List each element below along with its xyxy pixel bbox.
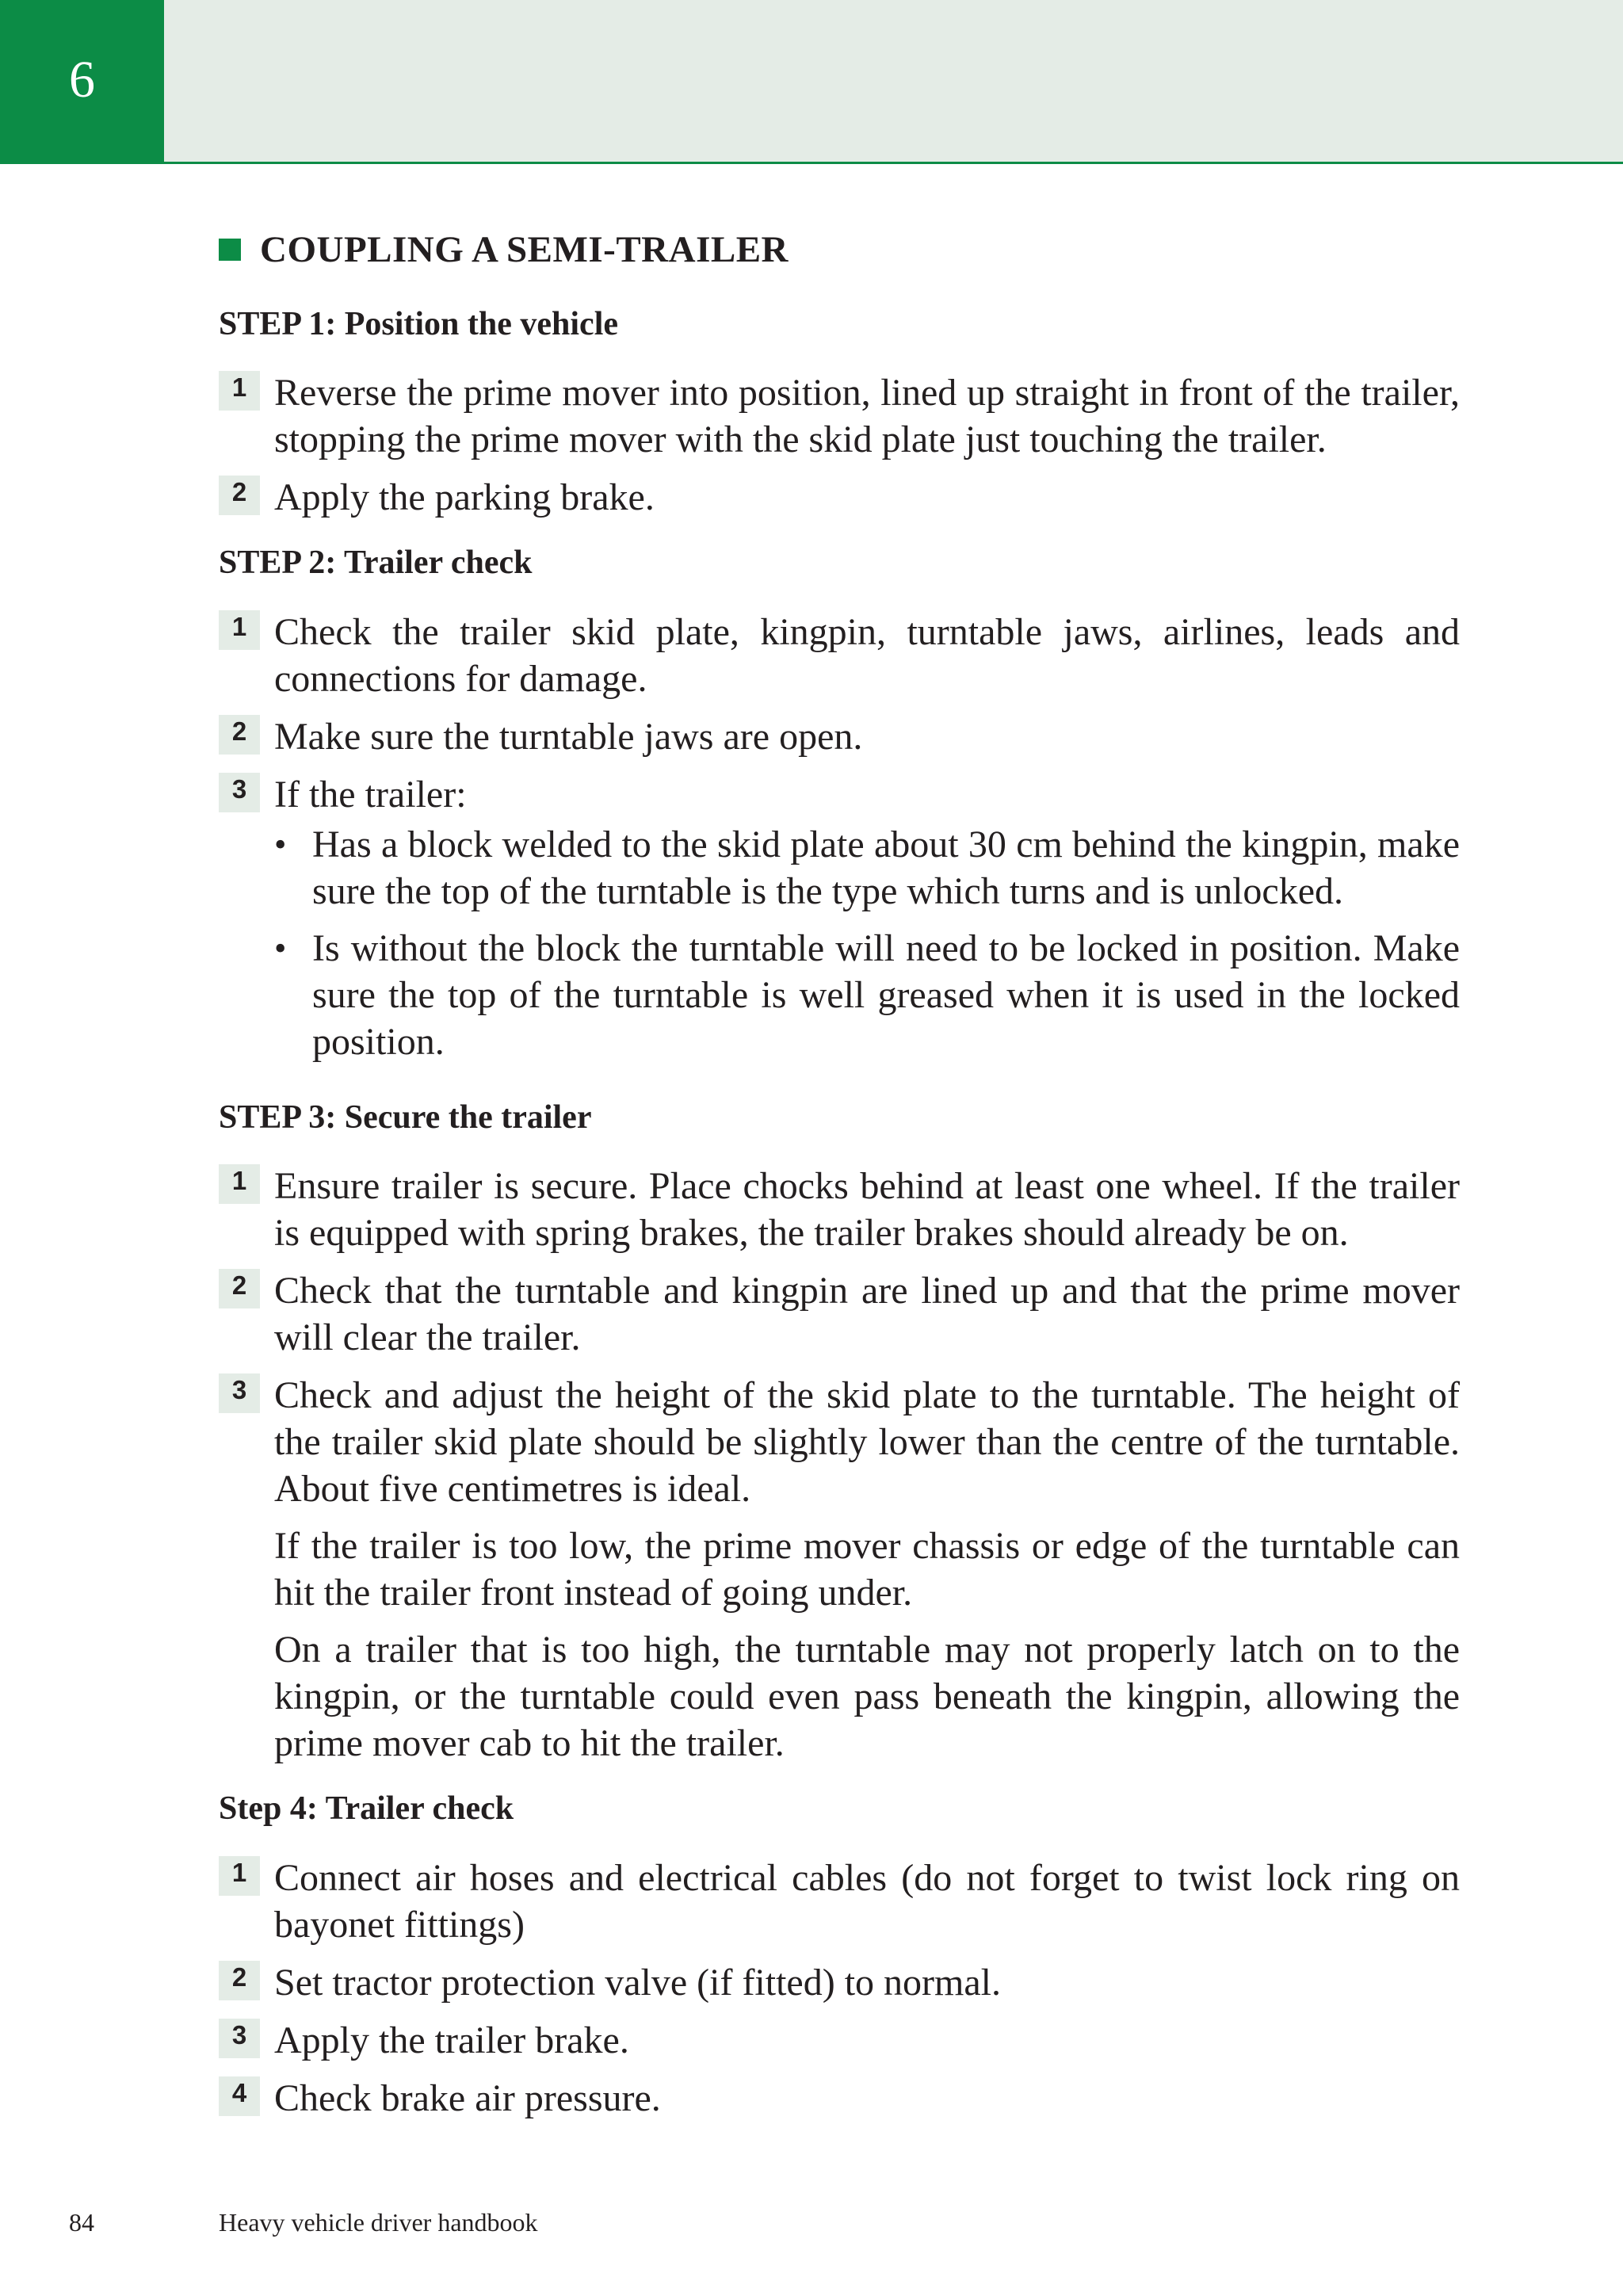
bullet-text: Has a block welded to the skid plate about 30 cm behind the kingpin, make sure the top of the turntable is the type which turns and is unlocked. — [312, 823, 1460, 912]
list-item — [219, 771, 1460, 1075]
footer-book-title: Heavy vehicle driver handbook — [219, 2208, 538, 2237]
item-text: Apply the parking brake. — [274, 476, 655, 519]
item-body — [274, 771, 1460, 1075]
step-3 — [219, 1098, 1460, 1767]
square-bullet-icon — [219, 239, 241, 261]
section-heading — [219, 228, 1460, 271]
page-number: 84 — [69, 2208, 94, 2237]
list-item — [219, 2017, 1460, 2064]
step-heading: STEP 1: Position the vehicle — [219, 306, 618, 342]
list-item — [219, 474, 1460, 521]
item-number: 3 — [219, 1373, 260, 1413]
item-text: Check the trailer skid plate, kingpin, turntable jaws, airlines, leads and connections for damage. — [274, 610, 1460, 700]
item-paragraph: On a trailer that is too high, the turntable may not properly latch on to the kingpin, or the turntable could even pass beneath the kingpin, allowing the prime mover cab to hit the trailer. — [274, 1629, 1460, 1765]
item-number: 1 — [219, 1856, 260, 1896]
list-item — [219, 713, 1460, 760]
item-number: 2 — [219, 1961, 260, 2000]
item-text: Check and adjust the height of the skid plate to the turntable. The height of the trailer skid plate should be slightly lower than the centre of the turntable. About five centimetres is ideal. — [274, 1374, 1460, 1511]
item-number: 3 — [219, 773, 260, 812]
step-heading: Step 4: Trailer check — [219, 1790, 514, 1828]
list-item — [219, 369, 1460, 463]
step-4 — [219, 1789, 1460, 2121]
list-item — [219, 1372, 1460, 1767]
item-text: If the trailer: — [274, 773, 467, 816]
item-number: 4 — [219, 2076, 260, 2116]
list-item — [219, 1163, 1460, 1256]
list-item — [219, 1267, 1460, 1361]
bullet-dot-icon: • — [274, 824, 287, 864]
item-number: 3 — [219, 2019, 260, 2058]
item-number: 1 — [219, 371, 260, 411]
item-text: Reverse the prime mover into position, lined up straight in front of the trailer, stopping the prime mover with the skid plate just touching the trailer. — [274, 372, 1460, 461]
bullet-text: Is without the block the turntable will need to be locked in position. Make sure the top of the turntable is well greased when it is used in the locked position. — [312, 926, 1460, 1063]
item-body — [274, 1372, 1460, 1767]
bullet-list — [274, 821, 1460, 1065]
page-content — [219, 228, 1460, 2144]
step-heading: STEP 2: Trailer check — [219, 544, 533, 582]
item-number: 2 — [219, 476, 260, 515]
list-item — [219, 1855, 1460, 1948]
step-heading: STEP 3: Secure the trailer — [219, 1098, 592, 1136]
item-paragraph: If the trailer is too low, the prime mover chassis or edge of the turntable can hit the trailer front instead of going under. — [274, 1525, 1460, 1614]
item-text: Set tractor protection valve (if fitted) to normal. — [274, 1961, 1002, 2004]
step-1 — [219, 304, 1460, 521]
item-number: 1 — [219, 610, 260, 650]
list-item — [219, 1959, 1460, 2006]
item-number: 2 — [219, 715, 260, 755]
item-text: Check brake air pressure. — [274, 2076, 661, 2119]
list-item — [219, 2075, 1460, 2122]
item-text: Check that the turntable and kingpin are lined up and that the prime mover will clear the trailer. — [274, 1270, 1460, 1359]
section-title: COUPLING A SEMI-TRAILER — [260, 229, 789, 270]
item-text: Make sure the turntable jaws are open. — [274, 715, 863, 758]
step-2 — [219, 543, 1460, 1075]
chapter-number-box — [0, 0, 164, 164]
header-band — [0, 0, 1623, 164]
list-item — [219, 609, 1460, 702]
bullet-item — [274, 925, 1460, 1065]
item-text: Apply the trailer brake. — [274, 2019, 629, 2061]
item-number: 2 — [219, 1269, 260, 1308]
bullet-dot-icon: • — [274, 928, 287, 968]
chapter-number: 6 — [69, 51, 95, 109]
item-text: Connect air hoses and electrical cables (do not forget to twist lock ring on bayonet fittings) — [274, 1856, 1460, 1946]
item-text: Ensure trailer is secure. Place chocks behind at least one wheel. If the trailer is equipped with spring brakes, the trailer brakes should already be on. — [274, 1165, 1460, 1255]
bullet-item — [274, 821, 1460, 915]
item-number: 1 — [219, 1164, 260, 1204]
